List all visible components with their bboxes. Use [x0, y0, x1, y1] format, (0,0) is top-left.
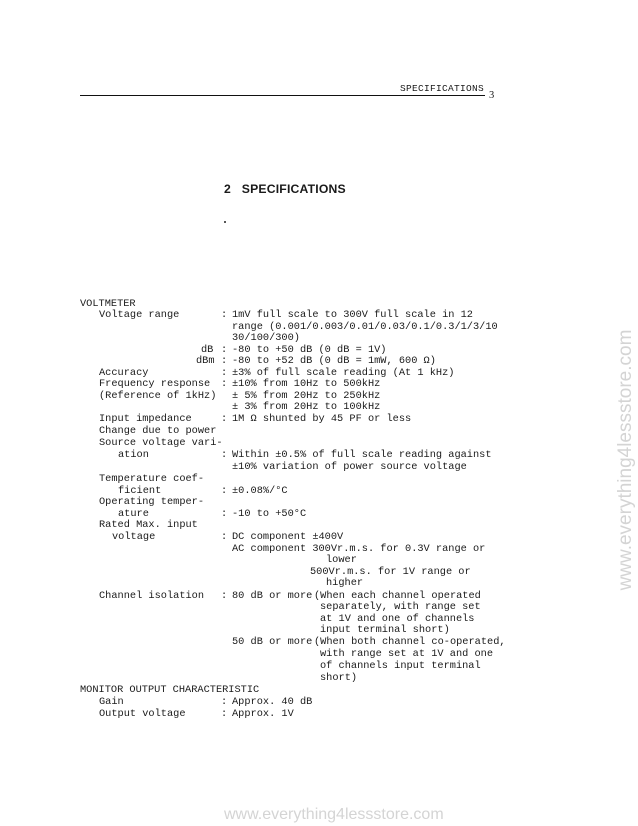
voltage-range-line-3: 30/100/300) [232, 332, 300, 344]
source-voltage-line-2: ±10% variation of power source voltage [232, 461, 467, 473]
colon: : [221, 696, 228, 708]
page-number: 3 [489, 90, 495, 101]
colon: : [221, 485, 228, 497]
input-impedance-value: 1M Ω shunted by 45 PF or less [232, 413, 412, 425]
accuracy-label: Accuracy [99, 367, 149, 379]
frequency-line-2: ± 5% from 20Hz to 250kHz [232, 390, 381, 402]
output-voltage-value: Approx. 1V [232, 708, 294, 720]
isolation-b-line-1: (When both channel co-operated, [314, 636, 506, 648]
isolation-a-line-4: input terminal short) [320, 624, 450, 636]
rated-ac-component: AC component 300Vr.m.s. for 0.3V range or [232, 543, 486, 555]
source-voltage-line-1: Within ±0.5% of full scale reading against [232, 449, 492, 461]
section-title: 2 SPECIFICATIONS [224, 182, 346, 196]
rated-max-input-label: Rated Max. input [99, 519, 198, 531]
voltage-range-line-1: 1mV full scale to 300V full scale in 12 [232, 309, 473, 321]
rated-max-input-label-cont: voltage [112, 531, 156, 543]
isolation-b-value: 50 dB or more [232, 636, 313, 648]
source-voltage-label: Source voltage vari- [99, 437, 223, 449]
accuracy-value: ±3% of full scale reading (At 1 kHz) [232, 367, 455, 379]
gain-label: Gain [99, 696, 124, 708]
db-label: dB [201, 344, 214, 356]
operating-temp-value: -10 to +50°C [232, 508, 307, 520]
rated-ac-higher: higher [326, 577, 364, 589]
colon: : [221, 508, 228, 520]
colon: : [221, 449, 228, 461]
bottom-watermark: www.everything4lessstore.com [224, 806, 444, 823]
vertical-watermark: www.everything4lessstore.com [615, 329, 636, 591]
voltage-range-label: Voltage range [99, 309, 180, 321]
isolation-b-line-2: with range set at 1V and one [320, 648, 494, 660]
speck-mark [224, 221, 226, 223]
voltmeter-heading: VOLTMETER [80, 298, 136, 310]
dbm-label: dBm [196, 355, 215, 367]
rated-dc-component: DC component ±400V [232, 531, 344, 543]
colon: : [221, 355, 228, 367]
gain-value: Approx. 40 dB [232, 696, 313, 708]
rated-ac-500v: 500Vr.m.s. for 1V range or [310, 566, 471, 578]
monitor-heading: MONITOR OUTPUT CHARACTERISTIC [80, 684, 260, 696]
colon: : [221, 708, 228, 720]
colon: : [221, 378, 228, 390]
isolation-a-line-3: at 1V and one of channels [320, 613, 475, 625]
isolation-a-line-1: (When each channel operated [314, 590, 481, 602]
operating-temp-label: Operating temper- [99, 496, 205, 508]
temperature-coef-value: ±0.08%/°C [232, 485, 288, 497]
colon: : [221, 590, 228, 602]
operating-temp-label-cont: ature [118, 508, 149, 520]
output-voltage-label: Output voltage [99, 708, 186, 720]
isolation-a-value: 80 dB or more [232, 590, 313, 602]
colon: : [221, 344, 228, 356]
source-voltage-label-cont: ation [118, 449, 149, 461]
colon: : [221, 367, 228, 379]
channel-isolation-label: Channel isolation [99, 590, 205, 602]
frequency-response-label: Frequency response [99, 378, 211, 390]
temperature-coef-label: Temperature coef- [99, 473, 205, 485]
frequency-reference-label: (Reference of 1kHz) [99, 390, 217, 402]
isolation-b-line-4: short) [320, 672, 358, 684]
frequency-line-1: ±10% from 10Hz to 500kHz [232, 378, 381, 390]
voltage-range-line-2: range (0.001/0.003/0.01/0.03/0.1/0.3/1/3/10 [232, 321, 498, 333]
isolation-b-line-3: of channels input terminal [320, 660, 481, 672]
running-header: SPECIFICATIONS [400, 83, 485, 94]
db-value: -80 to +50 dB (0 dB = 1V) [232, 344, 387, 356]
colon: : [221, 309, 228, 321]
input-impedance-label: Input impedance [99, 413, 192, 425]
temperature-coef-label-cont: ficient [118, 485, 162, 497]
header-rule [80, 95, 485, 96]
isolation-a-line-2: separately, with range set [320, 601, 481, 613]
change-due-label: Change due to power [99, 425, 217, 437]
colon: : [221, 413, 228, 425]
dbm-value: -80 to +52 dB (0 dB = 1mW, 600 Ω) [232, 355, 436, 367]
colon: : [221, 531, 228, 543]
frequency-line-3: ± 3% from 20Hz to 100kHz [232, 401, 381, 413]
rated-ac-lower: lower [326, 554, 357, 566]
